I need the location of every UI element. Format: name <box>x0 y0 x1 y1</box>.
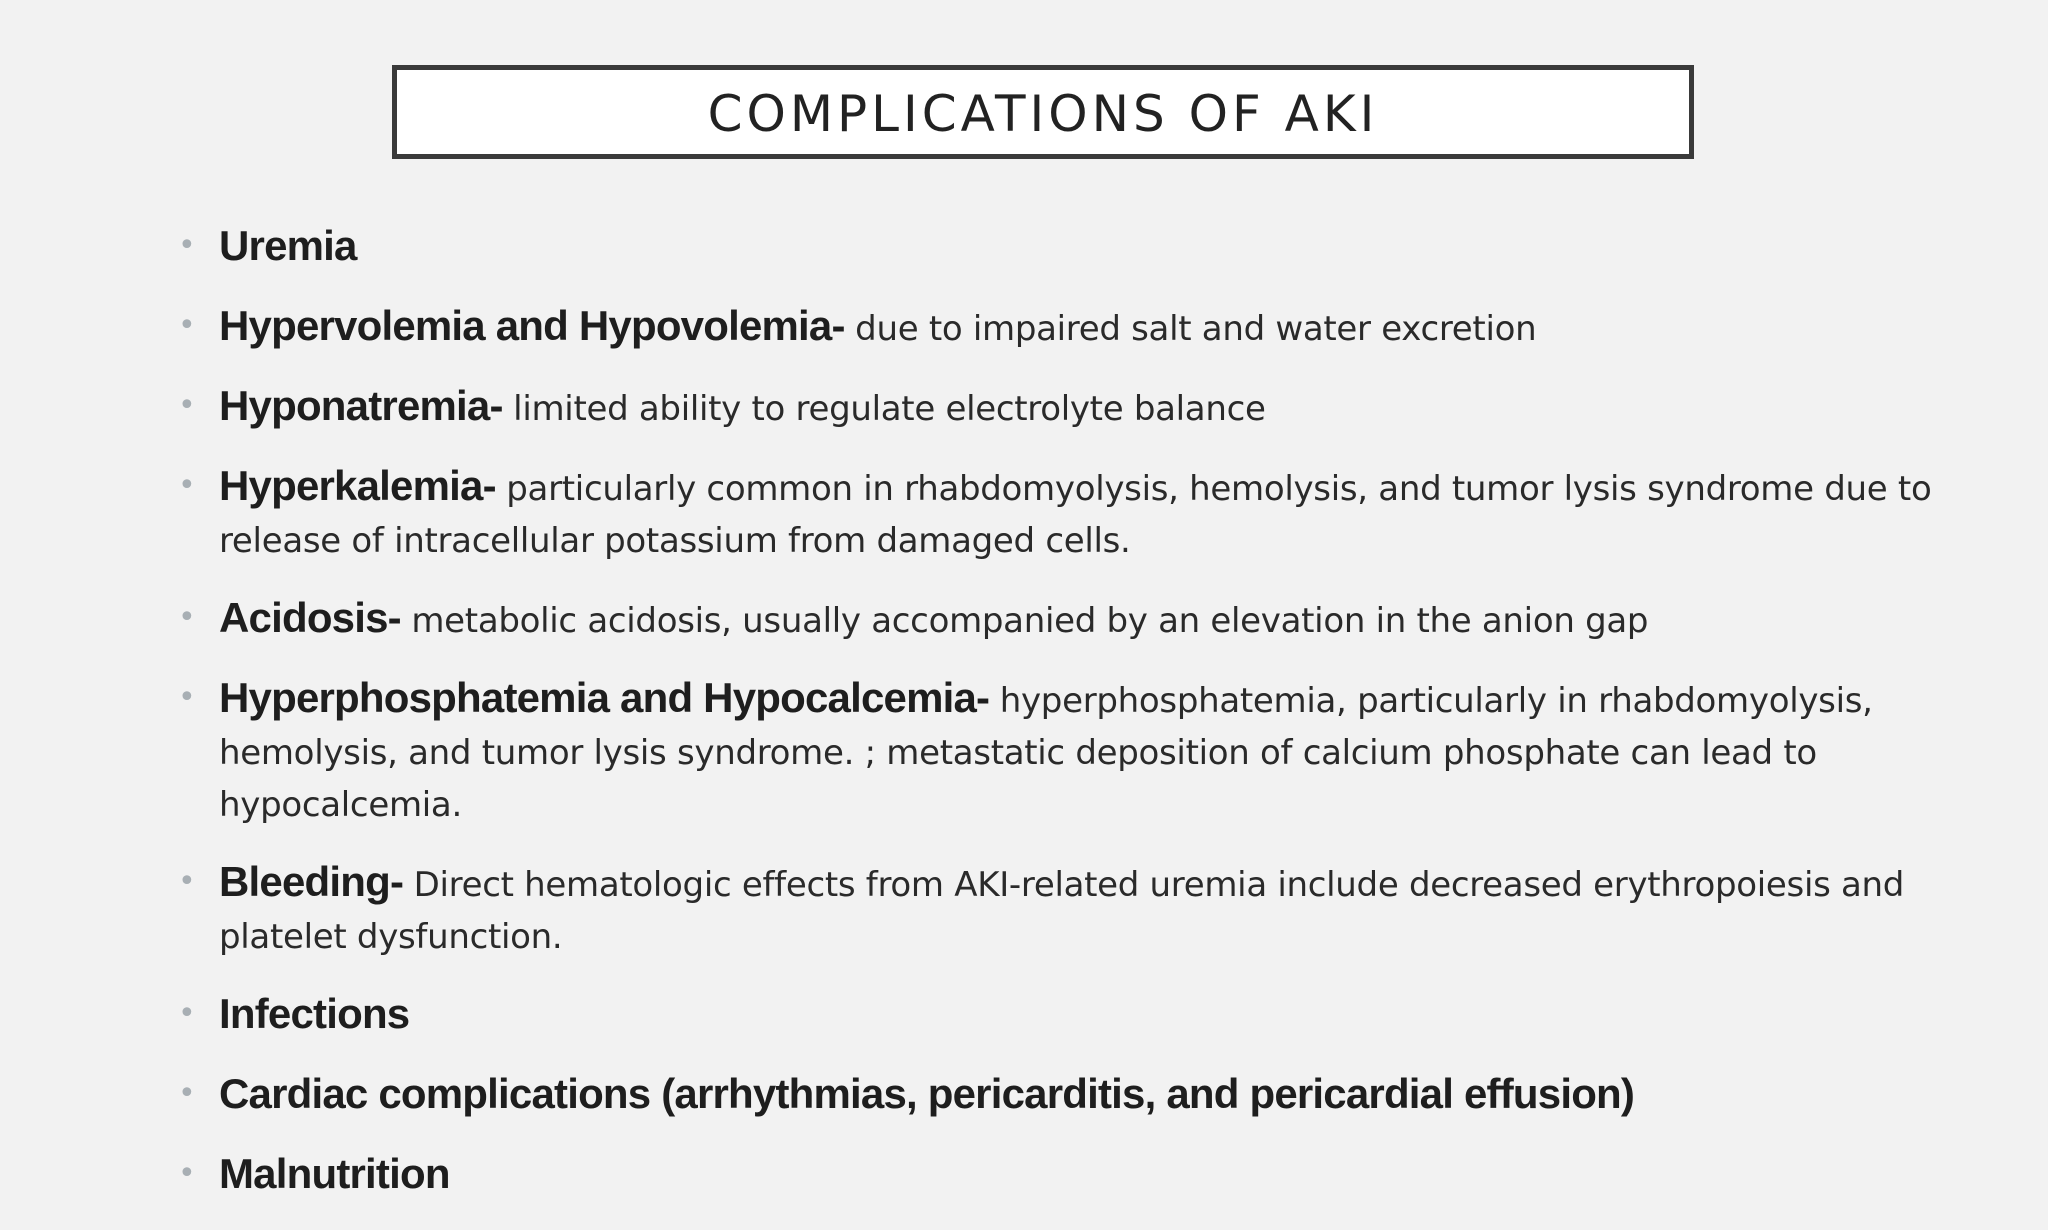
list-item <box>178 382 1978 438</box>
bullet-term: Bleeding- <box>219 858 404 905</box>
slide-title: COMPLICATIONS OF AKI <box>707 85 1379 143</box>
bullet-icon: • <box>178 600 196 635</box>
bullet-icon: • <box>178 228 196 263</box>
bullet-icon: • <box>178 1156 196 1191</box>
bullet-term: Acidosis- <box>219 594 401 641</box>
list-item <box>178 594 1978 650</box>
bullet-description: metabolic acidosis, usually accompanied by an elevation in the anion gap <box>400 601 1649 641</box>
bullet-icon: • <box>178 680 196 715</box>
list-item <box>178 1150 1978 1206</box>
bullet-icon: • <box>178 468 196 503</box>
bullet-description: particularly common in rhabdomyolysis, hemolysis, and tumor lysis syndrome due to release of intracellular potassium from damaged cells. <box>219 469 1932 561</box>
bullet-description: hyperphosphatemia, particularly in rhabdomyolysis, hemolysis, and tumor lysis syndrome. ; metastatic deposition of calcium phosphate can lead to hypocalcemia. <box>219 681 1873 825</box>
bullet-icon: • <box>178 388 196 423</box>
bullet-term: Hyperkalemia- <box>219 462 496 509</box>
bullet-description: limited ability to regulate electrolyte balance <box>502 389 1266 429</box>
bullet-description: due to impaired salt and water excretion <box>844 309 1537 349</box>
bullet-description: Direct hematologic effects from AKI-related uremia include decreased erythropoiesis and platelet dysfunction. <box>219 865 1905 957</box>
bullet-list <box>178 222 1978 1230</box>
bullet-icon: • <box>178 1076 196 1111</box>
title-box <box>392 65 1694 159</box>
bullet-icon: • <box>178 996 196 1031</box>
list-item <box>178 990 1978 1046</box>
bullet-term: Infections <box>219 990 410 1037</box>
bullet-term: Hyponatremia- <box>219 382 503 429</box>
list-item <box>178 222 1978 278</box>
bullet-term: Malnutrition <box>219 1150 450 1197</box>
list-item <box>178 302 1978 358</box>
bullet-term: Hypervolemia and Hypovolemia- <box>219 302 845 349</box>
list-item <box>178 462 1978 570</box>
list-item <box>178 674 1978 834</box>
bullet-term: Uremia <box>219 222 357 269</box>
bullet-icon: • <box>178 308 196 343</box>
bullet-icon: • <box>178 864 196 899</box>
bullet-term: Cardiac complications (arrhythmias, pericarditis, and pericardial effusion) <box>219 1070 1635 1117</box>
list-item <box>178 1070 1978 1126</box>
bullet-term: Hyperphosphatemia and Hypocalcemia- <box>219 674 990 721</box>
list-item <box>178 858 1978 966</box>
